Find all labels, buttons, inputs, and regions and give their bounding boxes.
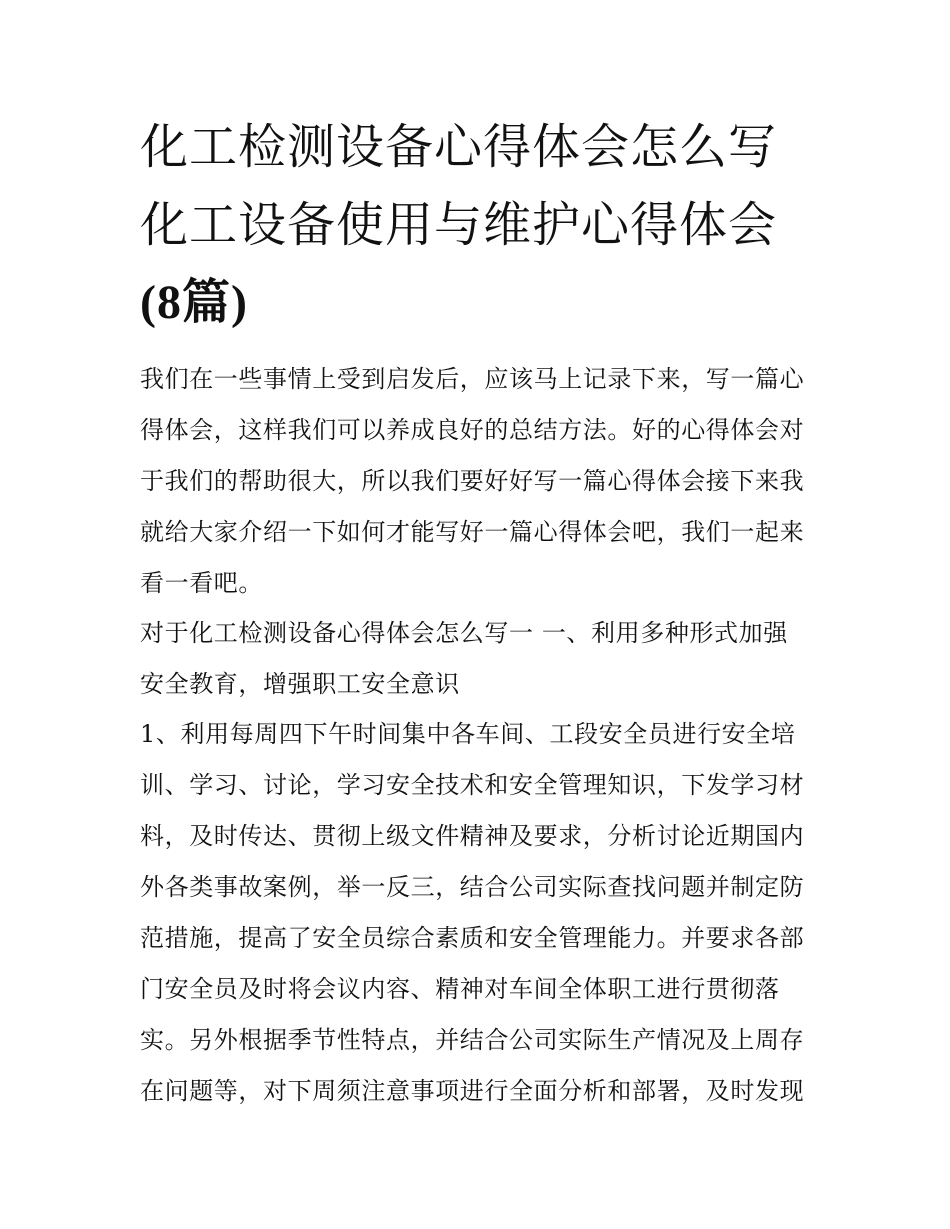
text-line: 料，及时传达、贯彻上级文件精神及要求，分析讨论近期国内 <box>140 822 805 850</box>
text-line: 于我们的帮助很大，所以我们要好好写一篇心得体会接下来我 <box>140 467 805 495</box>
body-paragraph <box>140 709 815 1117</box>
text-line: 对于化工检测设备心得体会怎么写一 一、利用多种形式加强 <box>140 619 788 647</box>
text-line: 范措施，提高了安全员综合素质和安全管理能力。并要求各部 <box>140 924 805 952</box>
text-line: 实。另外根据季节性特点，并结合公司实际生产情况及上周存 <box>140 1026 805 1054</box>
text-line: 门安全员及时将会议内容、精神对车间全体职工进行贯彻落 <box>140 975 780 1003</box>
text-line: 训、学习、讨论，学习安全技术和安全管理知识，下发学习材 <box>140 771 805 799</box>
title-line: 化工检测设备心得体会怎么写 <box>140 119 778 175</box>
section-heading-paragraph <box>140 608 815 710</box>
text-line: 1、利用每周四下午时间集中各车间、工段安全员进行安全培 <box>140 720 796 748</box>
text-line: 我们在一些事情上受到启发后，应该马上记录下来，写一篇心 <box>140 365 805 393</box>
text-line: 就给大家介绍一下如何才能写好一篇心得体会吧，我们一起来 <box>140 518 805 546</box>
text-line: 安全教育，增强职工安全意识 <box>140 670 460 698</box>
intro-paragraph <box>140 354 815 609</box>
text-line: 在问题等，对下周须注意事项进行全面分析和部署，及时发现 <box>140 1077 805 1105</box>
text-line: 外各类事故案例，举一反三，结合公司实际查找问题并制定防 <box>140 873 805 901</box>
title-line: 化工设备使用与维护心得体会 <box>140 197 778 253</box>
title-line: (8篇) <box>140 276 248 329</box>
text-line: 得体会，这样我们可以养成良好的总结方法。好的心得体会对 <box>140 416 805 444</box>
document-title <box>140 108 815 342</box>
text-line: 看一看吧。 <box>140 569 263 597</box>
